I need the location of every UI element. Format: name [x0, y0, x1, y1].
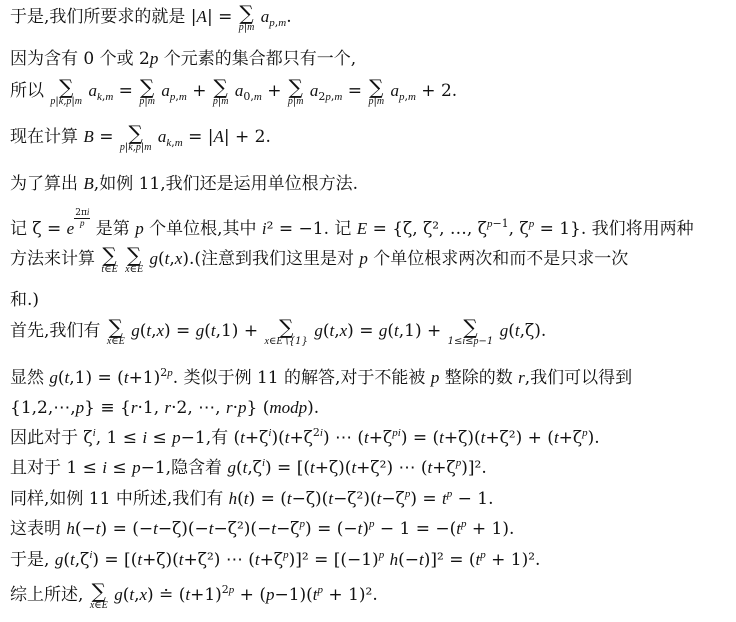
text-line: {1,2,⋯,p} ≡ {r·1, r·2, ⋯, r·p} (modp). [10, 398, 320, 418]
text-line: 同样,如例 11 中所述,我们有 $h(t) = (t-\zeta)(t-\zeta^2)(t-\zeta^p) = t^p - 1$. [10, 488, 494, 509]
text-line: 于是, $g(t,\zeta^i) = [(t+\zeta)(t+\zeta^2)$ ⋯ $(t+\zeta^p)]^2 = [(-1)^p$ $h(-t)]^2 = (t^p + 1)^2$. [10, 549, 541, 570]
text-line: 首先,我们有 ∑ x∈E g(t,x) = g(t,1) + ∑ x∈E∖{1} g(t,x) = g(t,1) + ∑ 1≤i≤p−1 g(t,ζ). [10, 315, 547, 347]
text-line: 显然 $g(t,1) = (t+1)^{2p}$. 类似于例 11 的解答,对于不能被 p 整除的数 r,我们可以得到 [10, 366, 633, 388]
text-line: 方法来计算 ∑ t∈E ∑ x∈E g(t,x).(注意到我们这里是对 p 个单位根求两次和而不是只求一次 [10, 243, 629, 275]
text-line: 和.) [10, 290, 40, 310]
text-line: 记 ζ = e $\frac{2\pi i}{p}$ 是第 p 个单位根,其中 i² = −1. 记 E = {ζ, ζ², …, $\zeta^{p-1}$, $\zeta^p = 1$}. 我们将用两种 [10, 207, 694, 239]
text-line: 因此对于 $\zeta^i$, 1 ≤ i ≤ p−1,有 $(t+\zeta^i)(t+\zeta^{2i})$ ⋯ $(t+\zeta^{pi}) = (t+\zeta)(t+\zeta^2) + (t+\zeta^p)$. [10, 426, 600, 448]
text-line: 因为含有 0 个或 2p 个元素的集合都只有一个, [10, 49, 357, 69]
text-line: 这表明 $h(-t) = (-t-\zeta)(-t-\zeta^2)(-t-\zeta^p) = (-t)^p - 1 = -(t^p + 1)$. [10, 518, 515, 539]
text-line: 现在计算 B = ∑ p|k,p|m $a_{k,m} = |A| + 2$. [10, 121, 271, 153]
text-line: 所以 ∑ p|k,p|m $a_{k,m}$ = ∑ p|m $a_{p,m}$ + ∑ p|m $a_{0,m}$ + ∑ p|m $a_{2p,m}$ = ∑ p|m $a_{p,m} + 2$. [10, 75, 458, 107]
text-line: 为了算出 B,如例 11,我们还是运用单位根方法. [10, 174, 359, 194]
text-line: 且对于 1 ≤ i ≤ p−1,隐含着 $g(t,\zeta^i) = [(t+\zeta)(t+\zeta^2)$ ⋯ $(t+\zeta^p)]^2$. [10, 457, 487, 478]
text-line: 综上所述, ∑ x∈E g(t,x) ≐ $(t+1)^{2p} + (p-1)(t^p + 1)^2$. [10, 579, 378, 611]
text-line: 于是,我们所要求的就是 |A| = ∑ p|m $a_{p,m}$. [10, 1, 292, 33]
